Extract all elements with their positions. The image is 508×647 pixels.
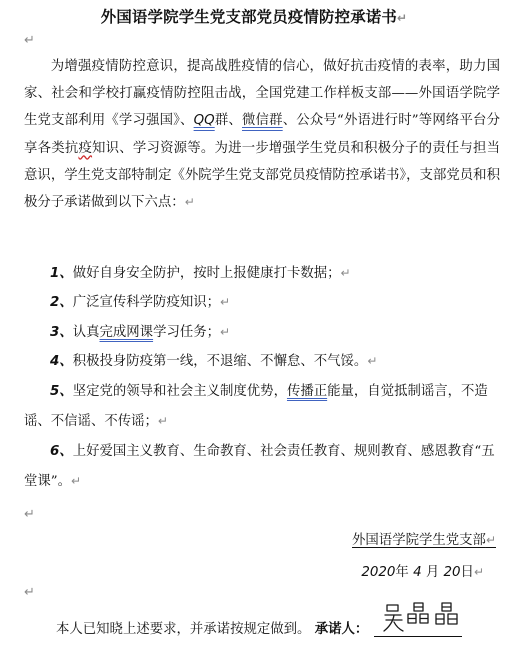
handwritten-signature bbox=[382, 600, 462, 634]
title-text: 外国语学院学生党支部党员疫情防控承诺书 bbox=[100, 8, 397, 26]
list-item: 6、上好爱国主义教育、生命教育、社会责任教育、规则教育、感恩教育“五堂课”。↵ bbox=[24, 444, 495, 489]
wechat-text: 微信群 bbox=[242, 113, 283, 129]
blank-line-mark: ↵ bbox=[24, 507, 35, 522]
spellcheck-word: 疫 bbox=[78, 140, 93, 156]
signature-line bbox=[374, 620, 462, 637]
signature-date: 2020年 4 月 20日↵ bbox=[361, 565, 484, 580]
pledge-statement: 本人已知晓上述要求，并承诺按规定做到。 bbox=[56, 622, 311, 637]
pledge-line bbox=[56, 618, 462, 637]
list-item: 2、广泛宣传科学防疫知识；↵ bbox=[50, 295, 231, 310]
list-item: 3、认真完成网课学习任务；↵ bbox=[50, 325, 231, 340]
pledge-label: 承诺人： bbox=[314, 622, 369, 637]
list-item: 1、做好自身安全防护，按时上报健康打卡数据；↵ bbox=[50, 266, 351, 281]
blank-line-mark: ↵ bbox=[24, 33, 35, 48]
list-item: 5、坚定党的领导和社会主义制度优势，传播正能量，自觉抵制谣言，不造谣、不信谣、不传谣；↵ bbox=[24, 384, 488, 429]
qq-text: QQ bbox=[193, 113, 215, 129]
document-title bbox=[0, 5, 508, 27]
intro-paragraph: 为增强疫情防控意识，提高战胜疫情的信心，做好抗击疫情的表率，助力国家、社会和学校打赢疫情防控阻击战，全国党建工作样板支部——外国语学院学生党支部利用《学习强国》、QQ群、微信群、公众号“外语进行时”等网络平台分享各类抗疫知识、学习资源等。为进一步增强学生党员和积极分子的责任与担当意识，学生党支部特制定《外院学生党支部党员疫情防控承诺书》，支部党员和积极分子承诺做到以下六点：↵ bbox=[24, 59, 501, 211]
signature-organization: 外国语学院学生党支部↵ bbox=[352, 533, 496, 548]
return-mark: ↵ bbox=[396, 11, 408, 25]
blank-line-mark: ↵ bbox=[24, 585, 35, 600]
list-item: 4、积极投身防疫第一线，不退缩、不懈怠、不气馁。↵ bbox=[50, 354, 378, 369]
